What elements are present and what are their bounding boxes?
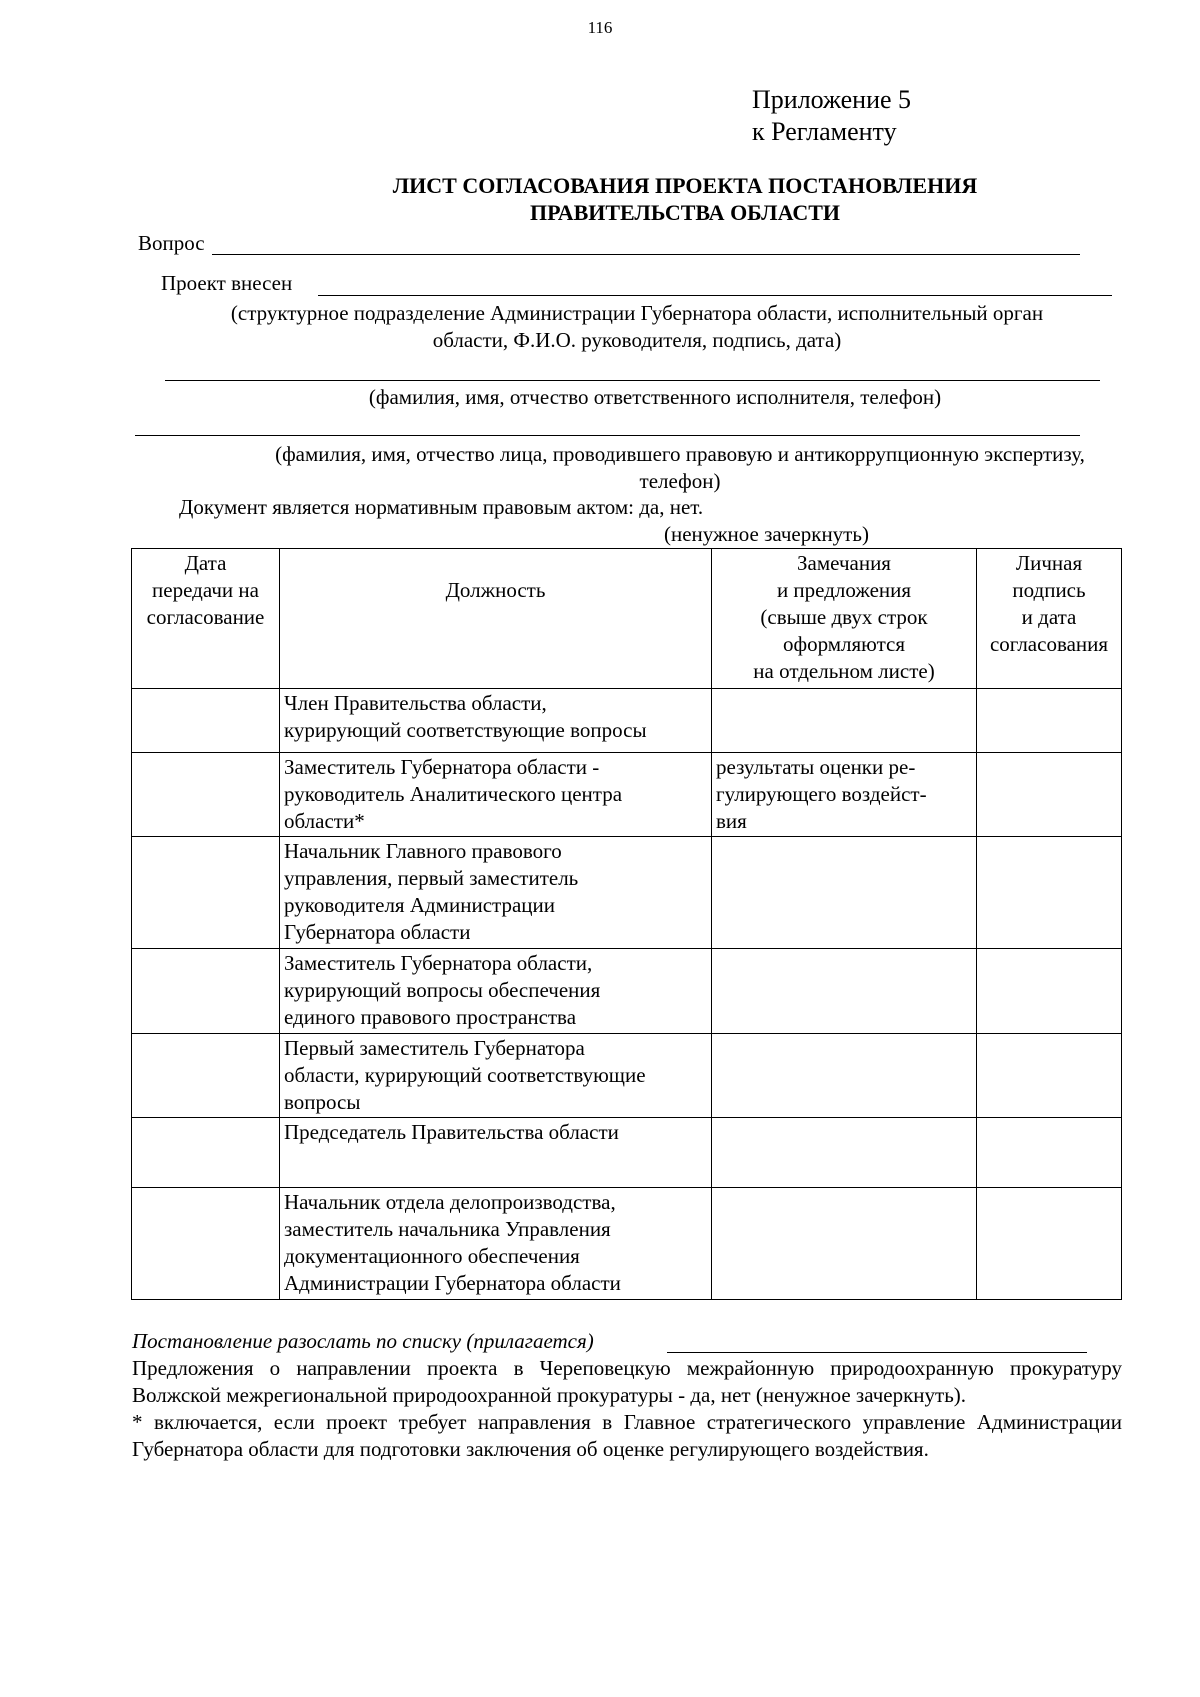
table-row: [132, 1034, 1122, 1118]
date-cell[interactable]: [132, 689, 280, 753]
appendix-line1: Приложение 5: [752, 85, 912, 114]
table-row: [132, 1118, 1122, 1188]
appendix-line2: к Регламенту: [752, 117, 897, 146]
mailing-field[interactable]: [667, 1328, 1087, 1353]
approval-table: [131, 548, 1122, 1300]
normative-act-question: Документ является нормативным правовым актом: да, нет.: [179, 495, 704, 519]
position-cell: Начальник Главного правового управления, первый заместитель руководителя Администрации Губернатора области: [280, 837, 712, 949]
expert-note-line1: (фамилия, имя, отчество лица, проводившего правовую и антикоррупционную экспертизу,: [275, 442, 1085, 466]
document-title: [130, 172, 1200, 226]
table-row: [132, 753, 1122, 837]
submitted-note-line2: области, Ф.И.О. руководителя, подпись, дата): [432, 328, 842, 352]
header-position: Должность: [280, 549, 712, 689]
mailing-label: Постановление разослать по списку (прилагается): [132, 1329, 594, 1353]
position-cell: Первый заместитель Губернатора области, курирующий соответствующие вопросы: [280, 1034, 712, 1118]
table-row: [132, 1188, 1122, 1300]
footer: [132, 1328, 1122, 1463]
signature-cell[interactable]: [977, 753, 1122, 837]
asterisk-note: * включается, если проект требует направления в Главное стратегического управление Администрации Губернатора области для подготовки заключения об оценке регулирующего воздействия.: [132, 1410, 1122, 1461]
project-submitted-field[interactable]: [318, 274, 1112, 296]
date-cell[interactable]: [132, 753, 280, 837]
question-field[interactable]: [212, 234, 1080, 255]
date-cell[interactable]: [132, 1188, 280, 1300]
date-cell[interactable]: [132, 1118, 280, 1188]
remarks-cell[interactable]: [712, 689, 977, 753]
position-cell: Член Правительства области, курирующий соответствующие вопросы: [280, 689, 712, 753]
table-row: [132, 837, 1122, 949]
signature-cell[interactable]: [977, 1034, 1122, 1118]
signature-cell[interactable]: [977, 1118, 1122, 1188]
date-cell[interactable]: [132, 1034, 280, 1118]
submitted-note-line1: (структурное подразделение Администрации Губернатора области, исполнительный орган: [230, 301, 1044, 325]
signature-cell[interactable]: [977, 1188, 1122, 1300]
strike-note: (ненужное зачеркнуть): [664, 522, 869, 546]
position-cell: Начальник отдела делопроизводства, заместитель начальника Управления документационного обеспечения Администрации Губернатора области: [280, 1188, 712, 1300]
remarks-cell[interactable]: [712, 1118, 977, 1188]
remarks-cell[interactable]: [712, 1034, 977, 1118]
position-cell: Председатель Правительства области: [280, 1118, 712, 1188]
question-label: Вопрос: [138, 231, 205, 255]
table-header-row: [132, 549, 1122, 689]
proposal-text: Предложения о направлении проекта в Череповецкую межрайонную природоохранную прокуратуру Волжской межрегиональной природоохранной прокуратуры - да, нет (ненужное зачеркнуть).: [132, 1356, 1122, 1407]
table-row: [132, 949, 1122, 1034]
expert-note: [140, 441, 1200, 495]
signature-cell[interactable]: [977, 949, 1122, 1034]
title-line2: ПРАВИТЕЛЬСТВА ОБЛАСТИ: [529, 200, 841, 225]
expert-field[interactable]: [135, 413, 1080, 436]
header-remarks: Замечания и предложения (свыше двух строк оформляются на отдельном листе): [712, 549, 977, 689]
header-signature: Личная подпись и дата согласования: [977, 549, 1122, 689]
title-line1: ЛИСТ СОГЛАСОВАНИЯ ПРОЕКТА ПОСТАНОВЛЕНИЯ: [392, 173, 978, 198]
page-number: 116: [587, 18, 613, 37]
remarks-cell[interactable]: результаты оценки ре- гулирующего воздейст- вия: [712, 753, 977, 837]
remarks-cell[interactable]: [712, 1188, 977, 1300]
remarks-cell[interactable]: [712, 949, 977, 1034]
expert-note-line2: телефон): [639, 469, 721, 493]
remarks-cell[interactable]: [712, 837, 977, 949]
header-date: Дата передачи на согласование: [132, 549, 280, 689]
position-cell: Заместитель Губернатора области, курирующий вопросы обеспечения единого правового пространства: [280, 949, 712, 1034]
submitted-note: [131, 300, 1143, 354]
executor-field[interactable]: [165, 358, 1100, 381]
date-cell[interactable]: [132, 949, 280, 1034]
project-submitted-label: Проект внесен: [161, 271, 293, 295]
date-cell[interactable]: [132, 837, 280, 949]
appendix-header: [752, 84, 911, 148]
position-cell: Заместитель Губернатора области - руководитель Аналитического центра области*: [280, 753, 712, 837]
table-row: [132, 689, 1122, 753]
signature-cell[interactable]: [977, 837, 1122, 949]
signature-cell[interactable]: [977, 689, 1122, 753]
executor-note: (фамилия, имя, отчество ответственного исполнителя, телефон): [368, 385, 942, 409]
